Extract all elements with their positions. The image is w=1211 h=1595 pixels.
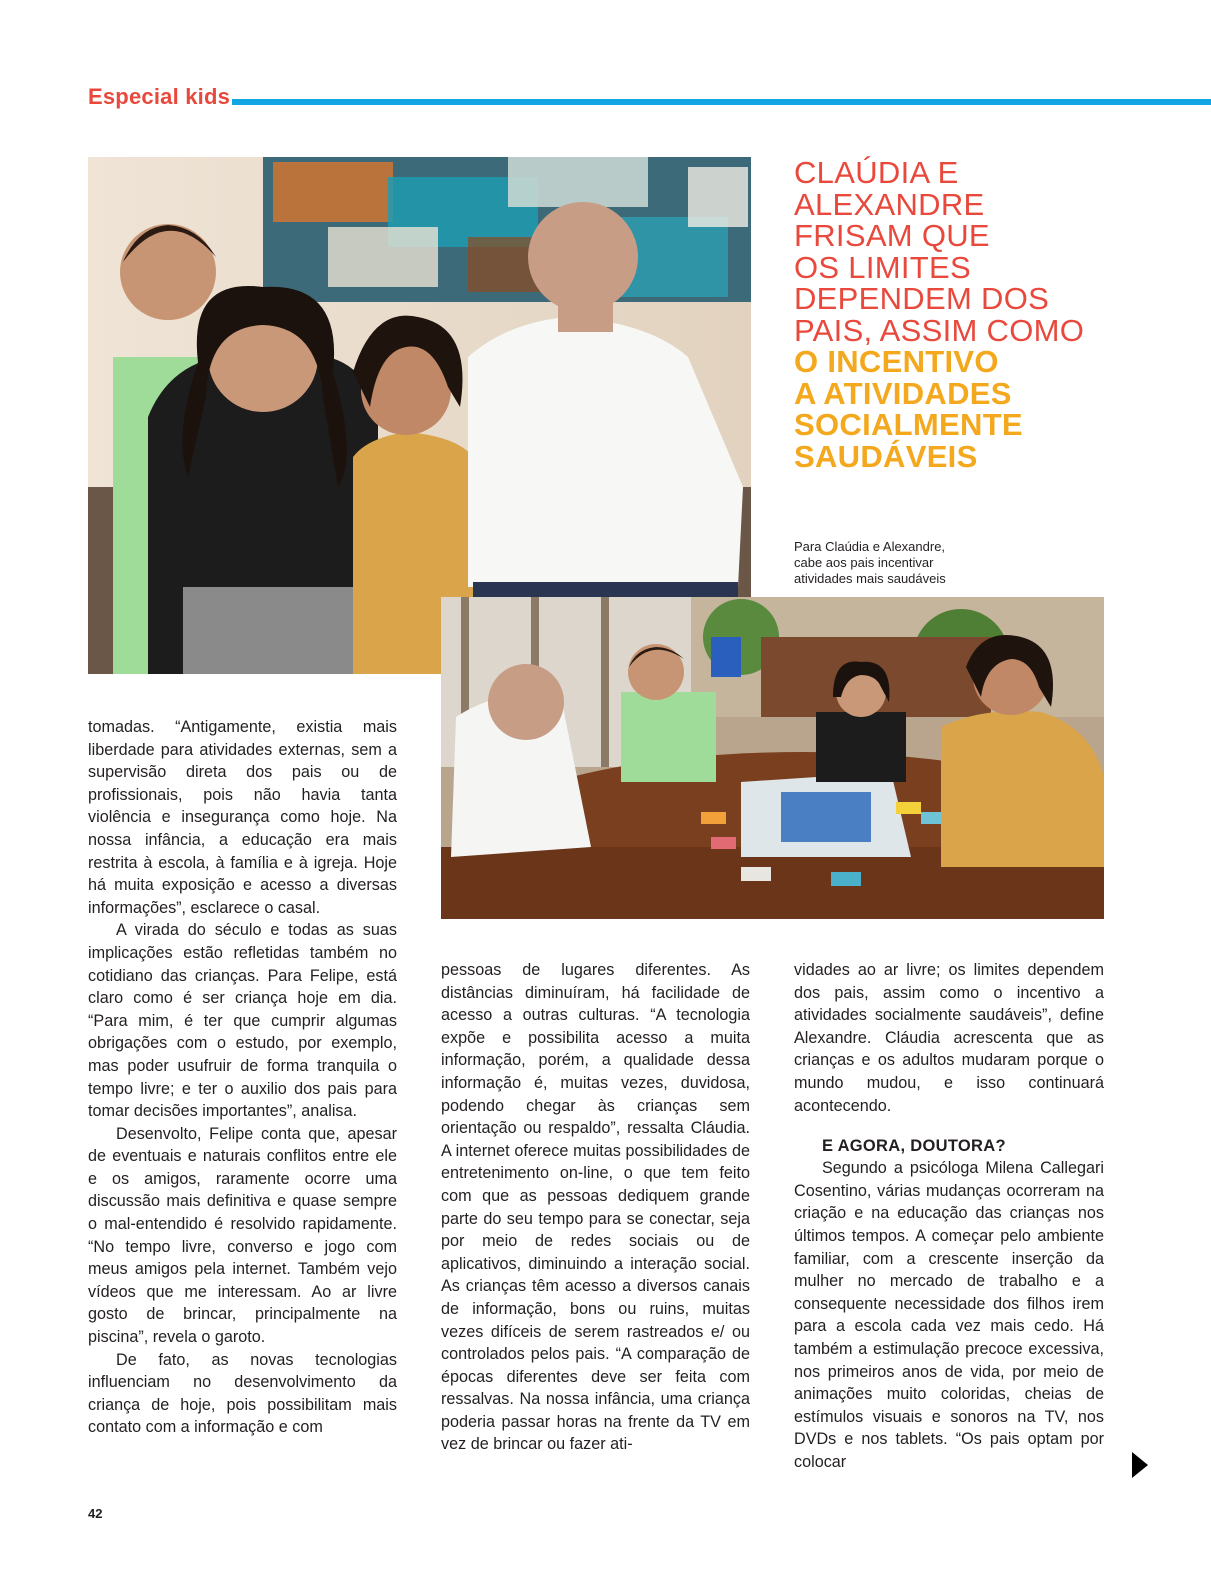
arrow-right-icon[interactable] <box>1132 1452 1148 1478</box>
photo-caption <box>794 539 994 587</box>
pull-quote-line: CLAÚDIA E <box>794 155 959 190</box>
pull-quote-line: OS LIMITES <box>794 249 971 285</box>
article-subhead: E AGORA, DOUTORA? <box>822 1137 1006 1156</box>
pull-quote <box>794 157 1194 472</box>
caption-line: cabe aos pais incentivar <box>794 555 934 570</box>
pull-quote-line: DEPENDEM DOS <box>794 281 1050 316</box>
page-number: 42 <box>88 1506 103 1521</box>
article-paragraph: Desenvolto, Felipe conta que, apesar de eventuais e naturais conflitos entre ele e os amigos, raramente ocorre uma discussão mais definitiva e quase sempre o mal-entendido é resolvido rapidamente. “No tempo livre, converso e jogo com meus amigos pela internet. Também vejo vídeos que me interessam. Ao ar livre gosto de brincar, principalmente na piscina”, revela o garoto. <box>88 1124 397 1347</box>
pull-quote-line: FRISAM QUE <box>794 218 990 253</box>
section-rule <box>232 99 1211 105</box>
pull-quote-highlight-line: SAUDÁVEIS <box>794 438 978 474</box>
caption-line: atividades mais saudáveis <box>794 571 946 586</box>
pull-quote-highlight-line: A ATIVIDADES <box>794 375 1012 411</box>
article-paragraph: tomadas. “Antigamente, existia mais liberdade para atividades externas, sem a supervisão direta dos pais ou de profissionais, pois não havia tanta violência e insegurança como hoje. Na nossa infância, a educação era mais restrita à escola, à família e à igreja. Hoje há muita exposição e acesso a diversas informações”, esclarece o casal. <box>88 718 397 917</box>
caption-line: Para Claúdia e Alexandre, <box>794 539 946 554</box>
pull-quote-highlight-line: O INCENTIVO <box>794 344 999 379</box>
article-column-3 <box>794 959 1104 1473</box>
board-game-photo <box>441 597 1104 919</box>
section-label: Especial kids <box>88 84 231 109</box>
article-paragraph: Segundo a psicóloga Milena Callegari Cosentino, várias mudanças ocorreram na criação e na educação das crianças nos últimos tempos. A começar pelo ambiente familiar, com a crescente inserção da mulher no mercado de trabalho e a consequente necessidade dos filhos irem para a escola cada vez mais cedo. Há também a estimulação precoce excessiva, nos primeiros anos de vida, por meio de animações muito coloridas, cheias de estímulos visuais e sonoros na TV, nos DVDs e nos tablets. “Os pais optam por colocar <box>794 1159 1104 1471</box>
article-paragraph: A virada do século e todas as suas implicações estão refletidas também no cotidiano das crianças. Para Felipe, está claro como é ser criança hoje em dia. “Para mim, é ter que cumprir algumas obrigações com o estudo, por exemplo, mas poder usufruir de forma tranquila o tempo livre; e ter o auxilio dos pais para tomar decisões importantes”, analisa. <box>88 921 397 1121</box>
pull-quote-highlight-line: SOCIALMENTE <box>794 407 1023 442</box>
article-paragraph: De fato, as novas tecnologias influenciam no desenvolvimento da criança de hoje, pois possibilitam mais contato com a informação e com <box>88 1350 397 1437</box>
pull-quote-line: PAIS, ASSIM COMO <box>794 312 1085 348</box>
article-column-2 <box>441 959 750 1456</box>
pull-quote-line: ALEXANDRE <box>794 186 985 222</box>
article-paragraph: vidades ao ar livre; os limites dependem dos pais, assim como o incentivo a atividades socialmente saudáveis”, define Alexandre. Cláudia acrescenta que as crianças e os adultos mudaram porque o mundo mudou, e isso continuará acontecendo. <box>794 961 1104 1115</box>
article-paragraph: pessoas de lugares diferentes. As distâncias diminuíram, há facilidade de acesso a outras culturas. “A tecnologia expõe e possibilita acesso a muita informação, porém, a qualidade dessa informação é, muitas vezes, duvidosa, podendo chegar às crianças sem orientação ou respaldo”, ressalta Cláudia. A internet oferece muitas possibilidades de entretenimento on-line, o que tem feito com que as pessoas dediquem grande parte do seu tempo para se conectar, seja por meio de redes sociais ou de aplicativos, diminuindo a interação social. As crianças têm acesso a diversos canais de informação, bons ou ruins, muitas vezes difíceis de serem rastreados e/ ou controlados pelos pais. “A comparação de épocas diferentes deve ser feita com ressalvas. Na nossa infância, uma criança poderia passar horas na frente da TV em vez de brincar ou fazer ati- <box>441 961 750 1454</box>
article-column-1 <box>88 716 397 1439</box>
